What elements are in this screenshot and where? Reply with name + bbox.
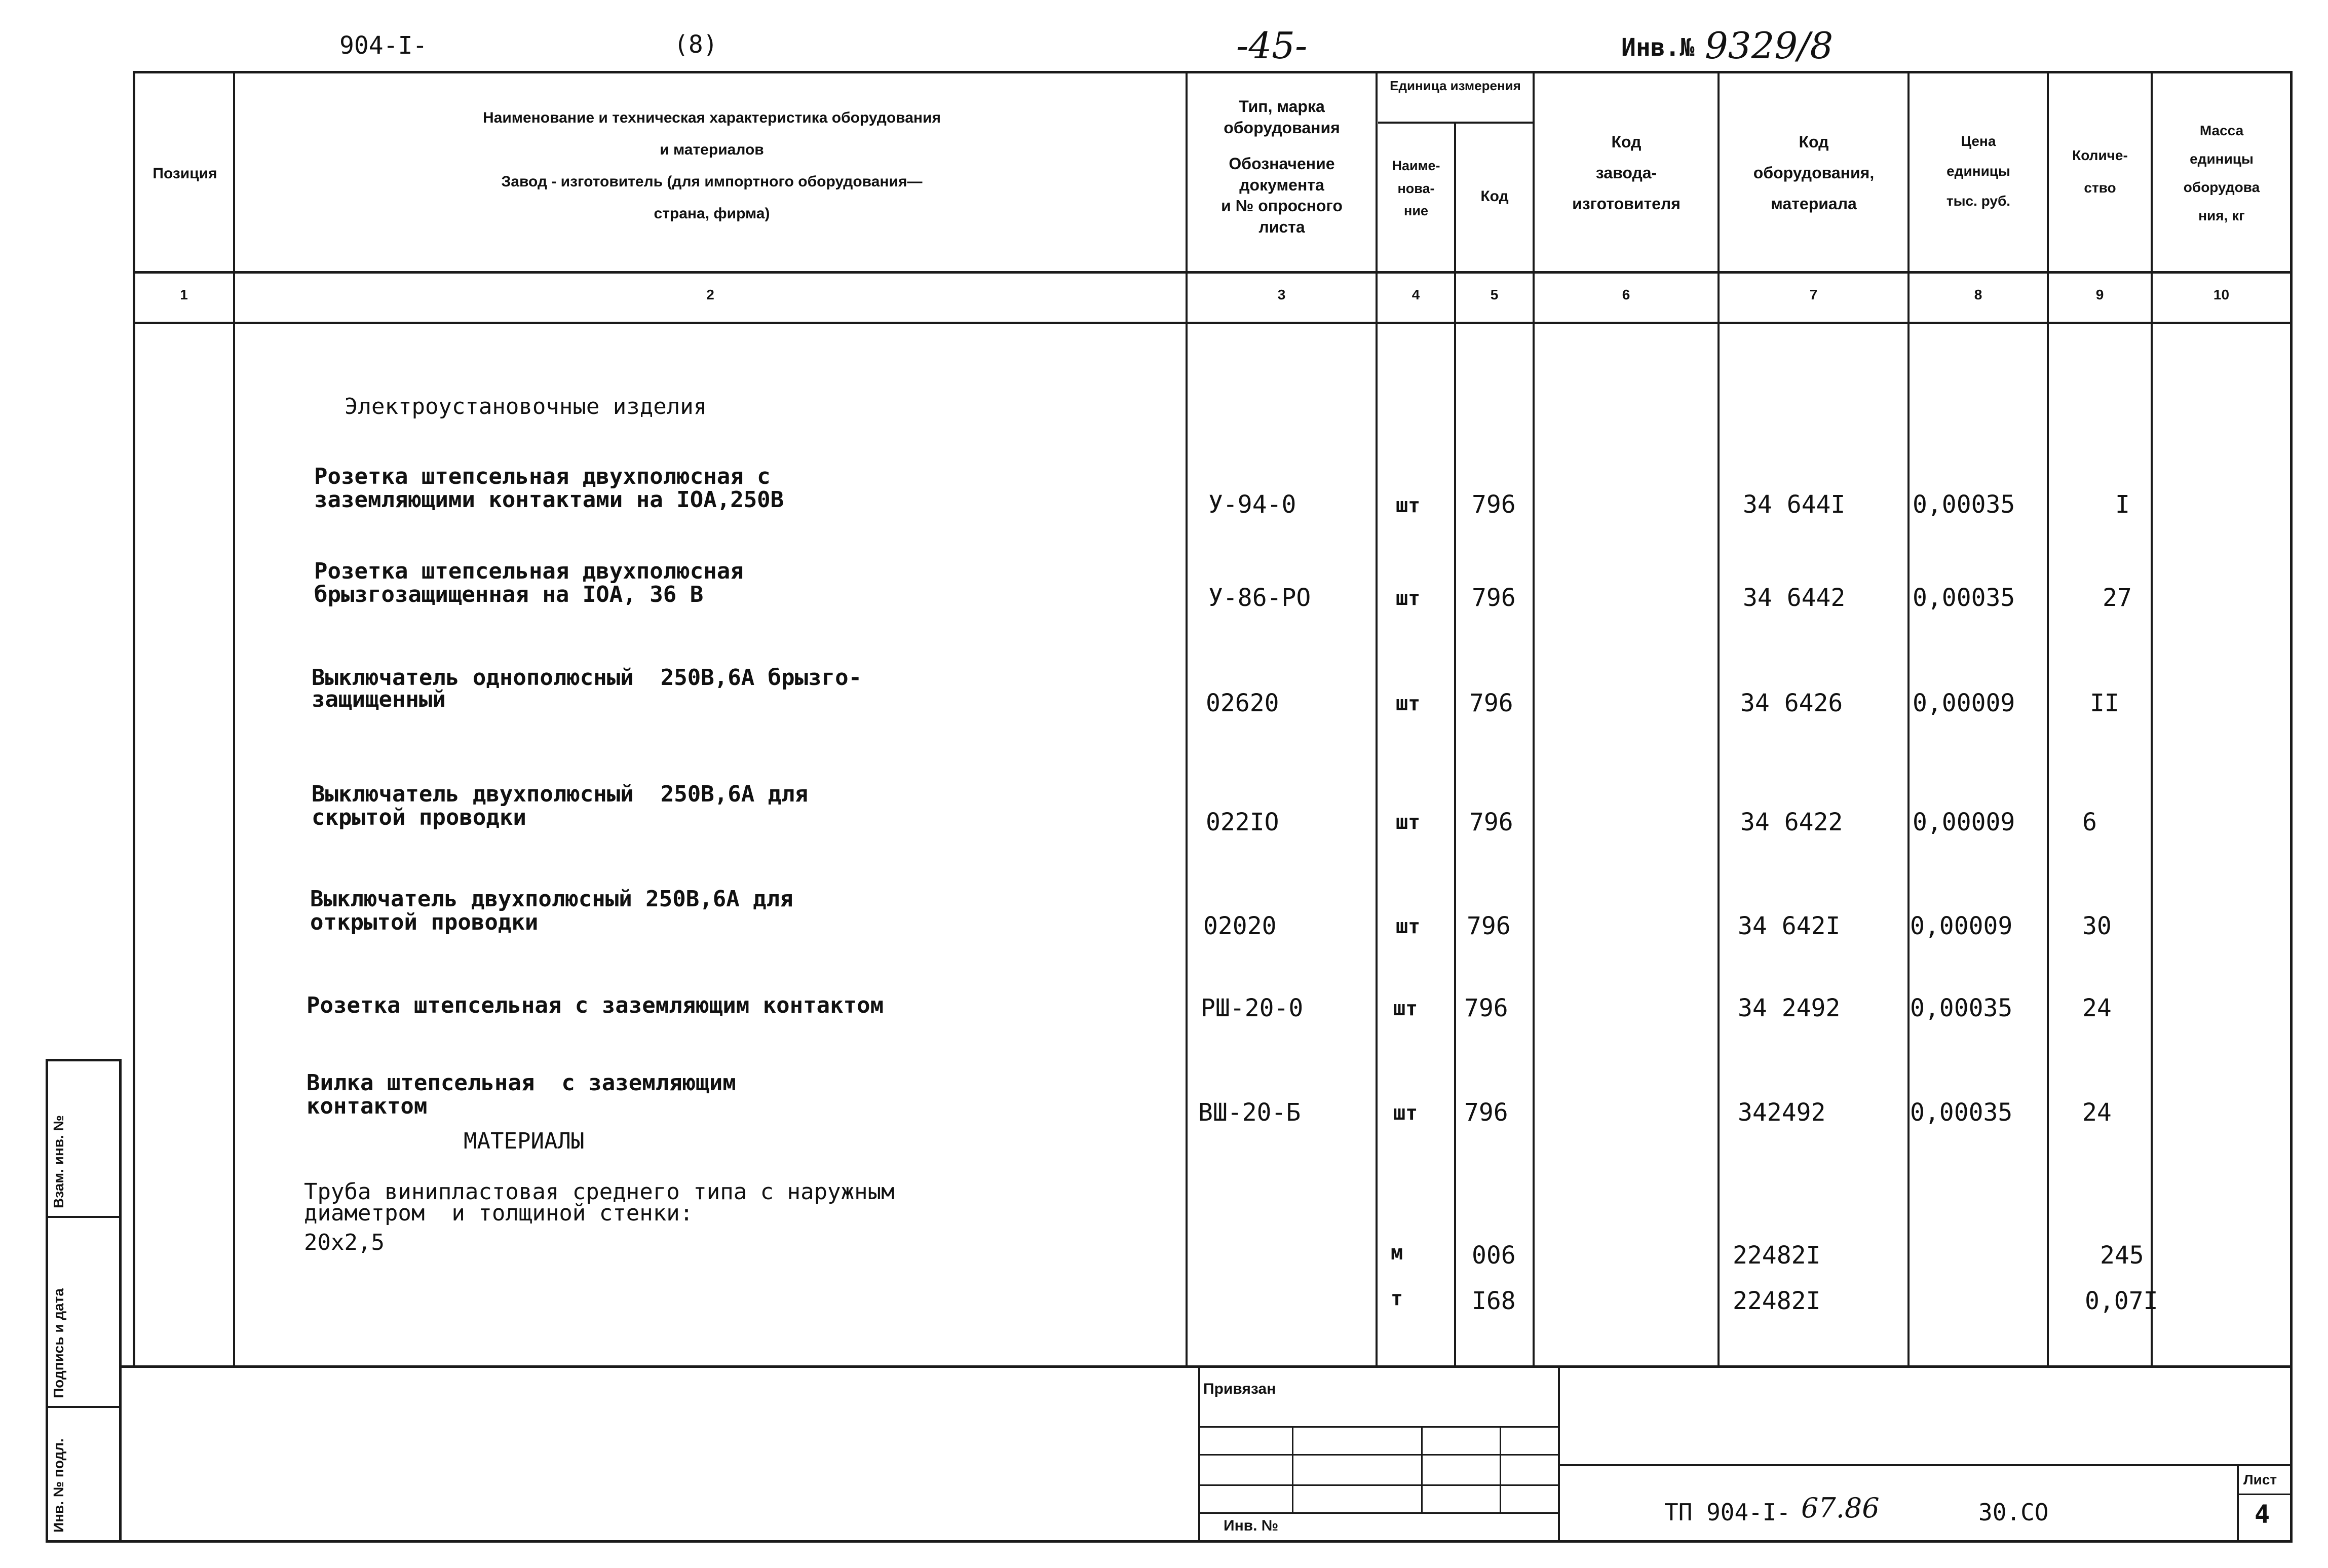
row-5-type: 02020 [1203,912,1277,940]
row-7-equipment-code: 342492 [1738,1098,1826,1127]
row-7-type: ВШ-20-Б [1198,1098,1301,1127]
row-1-unit-code: 796 [1472,490,1516,519]
row-2-unit: шт [1396,587,1421,610]
col-number-10: 10 [2213,287,2230,302]
stamp-sep-right [1558,1365,1560,1543]
header-name [238,106,1186,225]
header-factory-code-line3: изготовителя [1572,194,1681,213]
header-mass-line2: единицы [2190,151,2254,167]
row-6-unit: шт [1393,997,1418,1020]
header-unit-name-line3: ние [1404,203,1428,219]
header-position: Позиция [152,165,217,182]
header-name-line2: и материалов [660,141,764,158]
row-4-quantity: 6 [2082,808,2097,836]
row-5-equipment-code: 34 642I [1738,912,1841,940]
header-type-line3: Обозначение [1229,155,1335,173]
row-4-price: 0,00009 [1913,808,2015,836]
row-5-price: 0,00009 [1910,912,2013,940]
row-6-quantity: 24 [2082,994,2112,1022]
header-unit-name [1378,155,1454,222]
header-quantity-line1: Количе- [2072,147,2128,163]
col-sep-3 [1376,71,1378,1365]
row-5-quantity: 30 [2082,912,2112,940]
row-4-equipment-code: 34 6422 [1740,808,1843,836]
row-6-name-line1: Розетка штепсельная с заземляющим контактом [307,992,884,1018]
col-sep-8 [2047,71,2049,1365]
header-unit-code: Код [1480,188,1509,205]
row-3-unit: шт [1396,692,1421,715]
material-quantity-2: 0,07I [2085,1287,2158,1315]
inventory-label: Инв.№ [1621,33,1695,62]
row-6-type: РШ-20-0 [1201,994,1304,1022]
header-quantity [2049,139,2151,205]
row-1-price: 0,00035 [1913,490,2015,519]
row-1-unit: шт [1396,494,1421,517]
col-number-2: 2 [706,287,714,302]
col-sep-2 [1186,71,1188,1365]
material-unit-2: т [1391,1287,1403,1310]
header-equipment-code-line2: оборудования, [1753,163,1875,182]
row-6-unit-code: 796 [1464,994,1508,1022]
header-mass-line1: Масса [2199,123,2244,138]
row-7-name-line2: контактом [307,1093,428,1119]
col-sep-4 [1454,122,1456,1365]
materials-title: МАТЕРИАЛЫ [464,1128,585,1154]
stamp-doc-code-handwritten: 67.86 [1801,1492,1880,1524]
row-3-quantity: II [2090,689,2119,717]
material-code-2: I68 [1472,1287,1516,1315]
row-7-unit: шт [1393,1101,1418,1125]
col-number-1: 1 [180,287,188,302]
row-1-name-line1: Розетка штепсельная двухполюсная с [314,464,771,489]
row-3-unit-code: 796 [1469,689,1513,717]
header-unit-name-line1: Наиме- [1392,158,1440,173]
side-divider-2 [46,1406,122,1408]
col-number-3: 3 [1277,287,1286,302]
frame-top [133,71,2292,73]
stamp-doc-suffix: 30.СО [1978,1499,2049,1526]
row-5-unit-code: 796 [1467,912,1511,940]
row-7-unit-code: 796 [1464,1098,1508,1127]
header-type-line2: оборудования [1224,118,1340,137]
header-type [1188,96,1376,238]
stamp-code-line [1560,1464,2290,1466]
header-mass [2153,117,2290,230]
stamp-sheet-sep [2237,1464,2239,1543]
col-sep-9 [2151,71,2153,1365]
row-1-name-line2: заземляющими контактами на IOA,250В [314,487,784,513]
row-3-type: 02620 [1206,689,1279,717]
numbers-divider [133,322,2292,324]
stamp-sheet-number: 4 [2255,1500,2270,1529]
material-quantity-1: 245 [2100,1241,2144,1270]
row-7-price: 0,00035 [1910,1098,2013,1127]
row-5-name-line2: открытой проводки [310,909,539,935]
material-unit-1: м [1391,1241,1403,1265]
row-5-unit: шт [1396,915,1421,938]
side-label-vzam-inv: Взам. инв. № [51,1115,66,1208]
header-equipment-code [1720,127,1907,219]
material-equipment-code-2: 22482I [1733,1287,1821,1315]
row-2-equipment-code: 34 6442 [1743,584,1846,612]
row-1-quantity: I [2115,490,2130,519]
material-size: 20х2,5 [304,1230,385,1255]
row-3-name-line1: Выключатель однополюсный 250В,6А брызго- [312,665,862,691]
header-divider [133,271,2292,274]
header-equipment-code-line3: материала [1771,194,1857,213]
row-6-equipment-code: 34 2492 [1738,994,1841,1022]
side-label-inv-podl: Инв. № подл. [51,1438,66,1533]
header-type-line6: листа [1258,217,1305,236]
frame-left [133,71,135,1368]
header-mass-line4: ния, кг [2198,208,2245,223]
row-4-name-line2: скрытой проводки [312,805,526,830]
header-type-line4: документа [1239,175,1324,194]
row-2-unit-code: 796 [1472,584,1516,612]
header-factory-code-line1: Код [1611,133,1642,151]
header-mass-line3: оборудова [2183,179,2260,195]
header-unit-group: Единица измерения [1390,78,1521,93]
col-sep-1 [233,71,235,1365]
header-name-line3: Завод - изготовитель (для импортного оборудования— [501,173,923,190]
header-factory-code-line2: завода- [1595,163,1657,182]
header-price [1910,127,2047,216]
row-7-quantity: 24 [2082,1098,2112,1127]
material-name-line1: Труба винипластовая среднего типа с наружным [304,1179,895,1205]
side-label-signature-date: Подпись и дата [51,1288,66,1398]
col-number-4: 4 [1411,287,1420,302]
header-type-line1: Тип, марка [1239,97,1325,116]
row-7-name-line1: Вилка штепсельная с заземляющим [307,1070,736,1096]
side-strip-right [119,1059,122,1543]
row-4-type: 022IO [1206,808,1279,836]
stamp-row-line-3 [1200,1484,1558,1486]
stamp-row-line-2 [1200,1454,1558,1456]
series-code: 904-I- [339,31,428,60]
header-price-line2: единицы [1947,163,2010,179]
header-unit-name-line2: нова- [1397,180,1435,196]
row-2-name-line2: брызгозащищенная на IOA, 36 В [314,582,704,607]
inventory-number: 9329/8 [1705,24,1834,67]
header-name-line4: страна, фирма) [654,205,770,222]
row-2-name-line1: Розетка штепсельная двухполюсная [314,558,744,584]
side-strip-top [46,1059,122,1061]
row-2-quantity: 27 [2103,584,2132,612]
row-6-price: 0,00035 [1910,994,2013,1022]
col-number-7: 7 [1809,287,1818,302]
row-2-type: У-86-РО [1208,584,1311,612]
stamp-privyazan: Привязан [1203,1381,1276,1397]
row-4-name-line1: Выключатель двухполюсный 250В,6А для [312,781,809,807]
stamp-row-line-1 [1200,1426,1558,1428]
col-number-8: 8 [1974,287,1982,302]
stamp-grid-v3 [1500,1426,1501,1514]
stamp-sheet-line [2239,1494,2290,1495]
stamp-grid-v1 [1292,1426,1293,1514]
col-number-6: 6 [1622,287,1630,302]
header-factory-code [1535,127,1718,219]
col-sep-5 [1533,71,1535,1365]
header-equipment-code-line1: Код [1799,133,1829,151]
frame-right [2290,71,2293,1543]
row-1-type: У-94-0 [1208,490,1296,519]
material-name-line2: диаметром и толщиной стенки: [304,1200,694,1226]
material-code-1: 006 [1472,1241,1516,1270]
stamp-doc-code: ТП 904-I- [1664,1499,1791,1526]
stamp-inv-no: Инв. № [1224,1517,1279,1534]
col-sep-7 [1907,71,1910,1365]
stamp-sheet-label: Лист [2243,1472,2277,1487]
row-1-equipment-code: 34 644I [1743,490,1846,519]
stamp-row-line-4 [1200,1512,1558,1514]
header-quantity-line2: ство [2084,180,2116,196]
stamp-top [119,1365,2290,1368]
header-type-line5: и № опросного [1221,197,1343,215]
material-equipment-code-1: 22482I [1733,1241,1821,1270]
col-sep-6 [1718,71,1720,1365]
side-divider-1 [46,1216,122,1218]
section-title: Электроустановочные изделия [345,394,707,419]
header-name-line1: Наименование и техническая характеристика оборудования [483,109,941,126]
frame-bottom [46,1540,2290,1543]
stamp-grid-v2 [1421,1426,1423,1514]
row-3-equipment-code: 34 6426 [1740,689,1843,717]
row-5-name-line1: Выключатель двухполюсный 250В,6А для [310,886,793,912]
header-price-line1: Цена [1961,133,1996,149]
row-2-price: 0,00035 [1913,584,2015,612]
header-price-line3: тыс. руб. [1946,193,2011,209]
row-4-unit: шт [1396,811,1421,834]
row-4-unit-code: 796 [1469,808,1513,836]
sheet-parenthetical: (8) [674,30,718,59]
side-strip-left [46,1059,48,1543]
page-number: -45- [1236,24,1308,67]
col-number-9: 9 [2095,287,2104,302]
row-3-price: 0,00009 [1913,689,2015,717]
row-3-name-line2: защищенный [312,686,446,712]
col-number-5: 5 [1490,287,1499,302]
unit-group-divider [1378,122,1533,124]
